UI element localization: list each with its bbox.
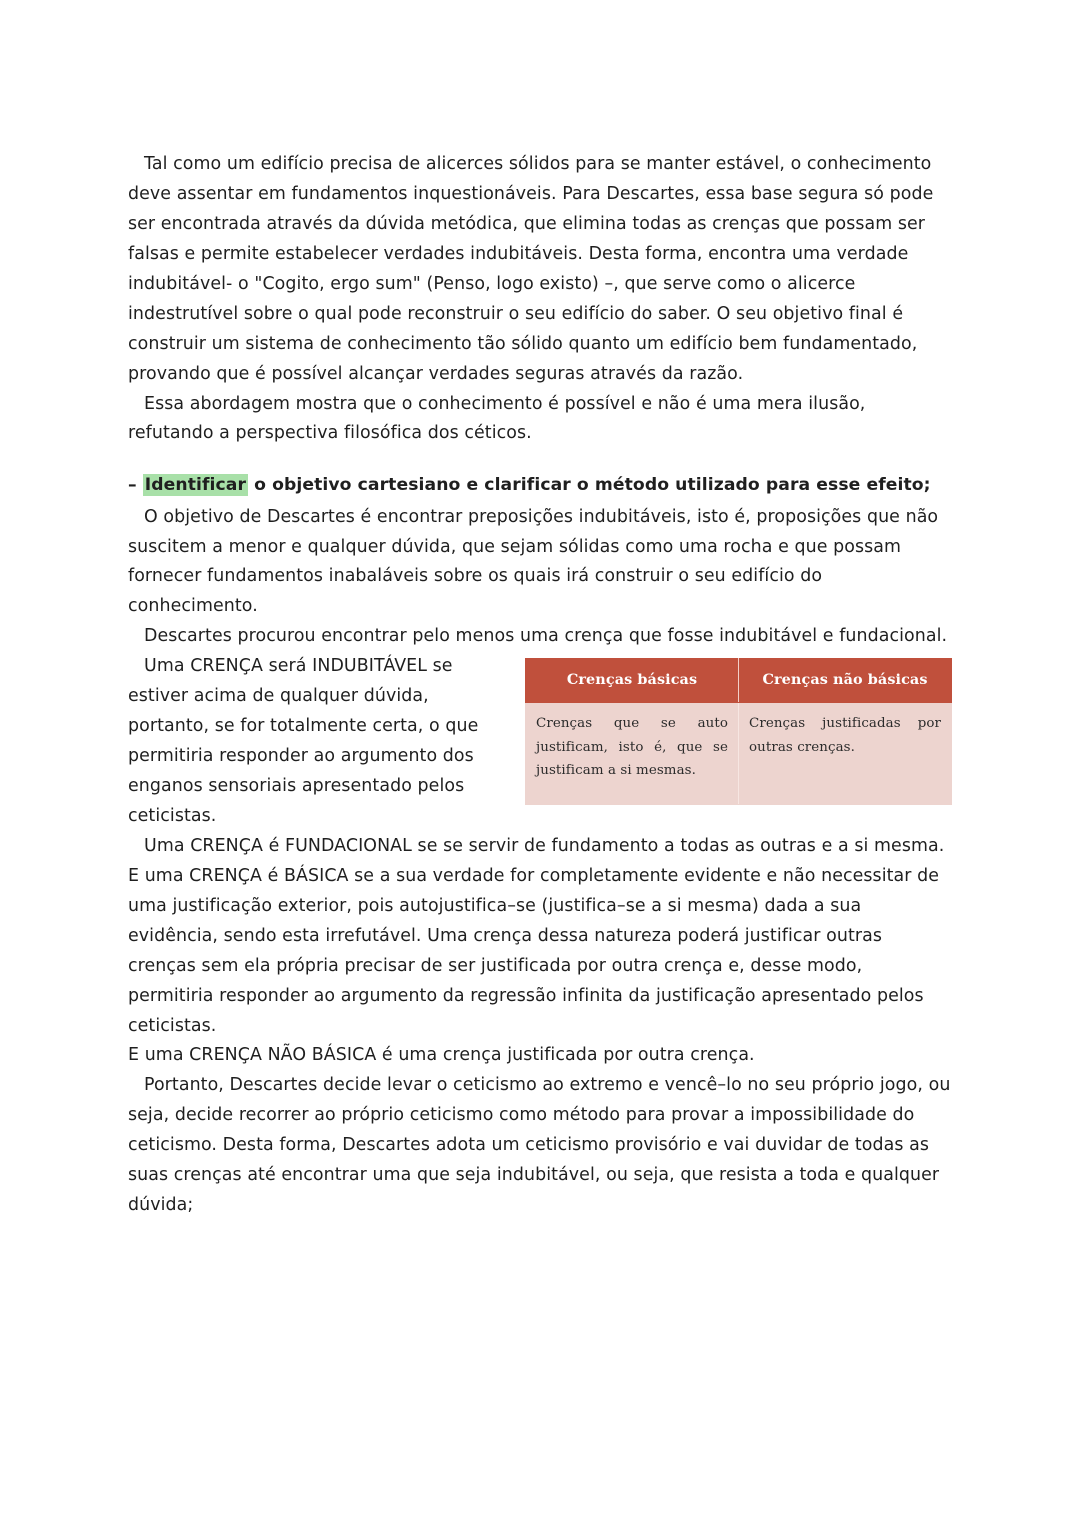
section-heading: [128, 471, 952, 500]
paragraph-1: Tal como um edifício precisa de alicerces sólidos para se manter estável, o conhecimento deve assentar em fundamentos inquestionáveis. Para Descartes, essa base segura só pode ser encontrada através da dúvida metódica, que elimina todas as crenças que possam ser falsas e permite estabelecer verdades indubitáveis. Desta forma, encontra uma verdade indubitável- o "Cogito, ergo sum" (Penso, logo existo) –, que serve como o alicerce indestrutível sobre o qual pode reconstruir o seu edifício do saber. O seu objetivo final é construir um sistema de conhecimento tão sólido quanto um edifício bem fundamentado, provando que é possível alcançar verdades seguras através da razão.: [128, 154, 934, 384]
paragraph-2: Essa abordagem mostra que o conhecimento é possível e não é uma mera ilusão, refutando a perspectiva filosófica dos céticos.: [128, 393, 866, 444]
table-wrap-section: [128, 652, 952, 832]
highlighted-term: Identificar: [144, 475, 247, 496]
document-body: [128, 150, 952, 1221]
paragraph-5: Uma CRENÇA será INDUBITÁVEL se estiver acima de qualquer dúvida, portanto, se for totalmente certa, o que permitiria responder ao argumento dos enganos sensoriais apresentado pelos ceticistas.: [128, 656, 479, 826]
table-cell-basic: Crenças que se auto justificam, isto é, que se justificam a si mesmas.: [526, 703, 739, 805]
table-body: [526, 703, 952, 805]
paragraph-3: O objetivo de Descartes é encontrar preposições indubitáveis, isto é, proposições que não suscitem a menor e qualquer dúvida, que sejam sólidas como uma rocha e que possam fornecer fundamentos inabaláveis sobre os quais irá construir o seu edifício do conhecimento.: [128, 506, 939, 617]
table-row: [526, 703, 952, 805]
table-cell-nonbasic: Crenças justificadas por outras crenças.: [739, 703, 952, 805]
table-head: [526, 659, 952, 703]
table-header-cell-basic: Crenças básicas: [526, 659, 739, 703]
paragraph-7: E uma CRENÇA é BÁSICA se a sua verdade for completamente evidente e não necessitar de uma justificação exterior, pois autojustifica–se (justifica–se a si mesma) dada a sua evidência, sendo esta irrefutável. Uma crença dessa natureza poderá justificar outras crenças sem ela própria precisar de ser justificada por outra crença e, desse modo, permitiria responder ao argumento da regressão infinita da justificação apresentado pelos ceticistas.: [128, 865, 940, 1036]
heading-dash: –: [128, 475, 137, 496]
paragraph-4: Descartes procurou encontrar pelo menos uma crença que fosse indubitável e fundacional.: [144, 626, 948, 647]
beliefs-table: [525, 658, 952, 805]
table-header-row: [526, 659, 952, 703]
paragraph-9: Portanto, Descartes decide levar o ceticismo ao extremo e vencê–lo no seu próprio jogo, ou seja, decide recorrer ao próprio ceticismo como método para provar a impossibilidade do ceticismo. Desta forma, Descartes adota um ceticismo provisório e vai duvidar de todas as suas crenças até encontrar uma que seja indubitável, ou seja, que resista a toda e qualquer dúvida;: [128, 1075, 951, 1216]
paragraph-8: E uma CRENÇA NÃO BÁSICA é uma crença justificada por outra crença.: [128, 1045, 755, 1066]
heading-rest: o objetivo cartesiano e clarificar o método utilizado para esse efeito;: [248, 475, 931, 496]
table-header-cell-nonbasic: Crenças não básicas: [739, 659, 952, 703]
paragraph-6: Uma CRENÇA é FUNDACIONAL se se servir de fundamento a todas as outras e a si mesma.: [144, 835, 945, 856]
